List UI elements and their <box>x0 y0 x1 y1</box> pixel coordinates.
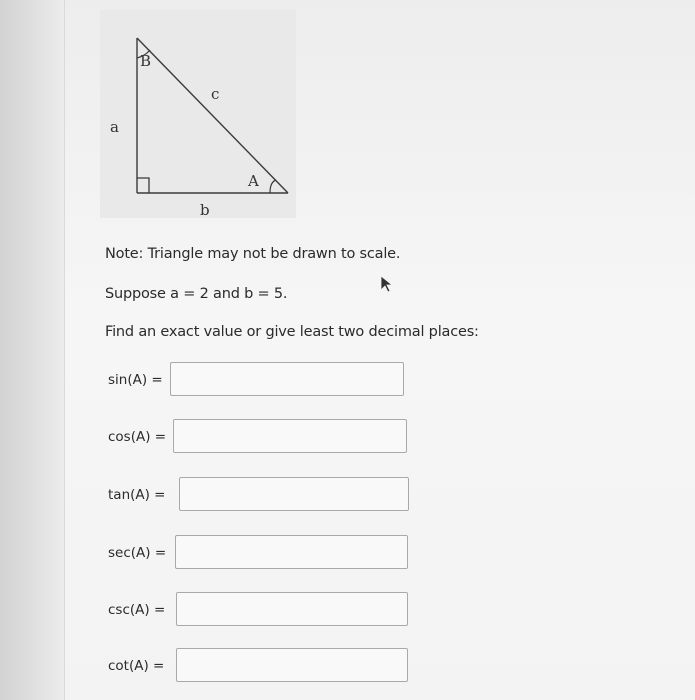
label-side-b: b <box>200 201 210 219</box>
sec-input[interactable] <box>175 535 408 569</box>
left-bezel <box>0 0 65 700</box>
answer-row-sin <box>108 362 408 398</box>
tan-label: tan(A) = <box>108 487 166 503</box>
right-triangle-figure <box>100 10 300 220</box>
mouse-pointer-icon <box>380 275 394 293</box>
hypotenuse-line <box>137 38 288 193</box>
instruction-text: Find an exact value or give least two decimal places: <box>105 324 479 340</box>
answer-row-sec <box>108 535 408 571</box>
label-side-a: a <box>110 118 119 136</box>
sin-label: sin(A) = <box>108 372 163 388</box>
sin-input[interactable] <box>170 362 404 396</box>
label-side-c: c <box>211 85 220 103</box>
csc-input[interactable] <box>176 592 408 626</box>
scale-note: Note: Triangle may not be drawn to scale. <box>105 246 401 262</box>
sec-label: sec(A) = <box>108 545 167 561</box>
cot-input[interactable] <box>176 648 408 682</box>
given-values: Suppose a = 2 and b = 5. <box>105 286 288 302</box>
label-angle-A: A <box>248 172 259 190</box>
tan-input[interactable] <box>179 477 409 511</box>
cot-label: cot(A) = <box>108 658 165 674</box>
answer-row-cos <box>108 419 408 455</box>
answer-row-csc <box>108 592 408 628</box>
angle-A-arc <box>270 180 276 193</box>
label-angle-B: B <box>140 52 152 70</box>
right-angle-marker <box>137 178 149 193</box>
csc-label: csc(A) = <box>108 602 166 618</box>
answer-row-cot <box>108 648 408 684</box>
cos-input[interactable] <box>173 419 407 453</box>
cos-label: cos(A) = <box>108 429 167 445</box>
answer-row-tan <box>108 477 408 513</box>
